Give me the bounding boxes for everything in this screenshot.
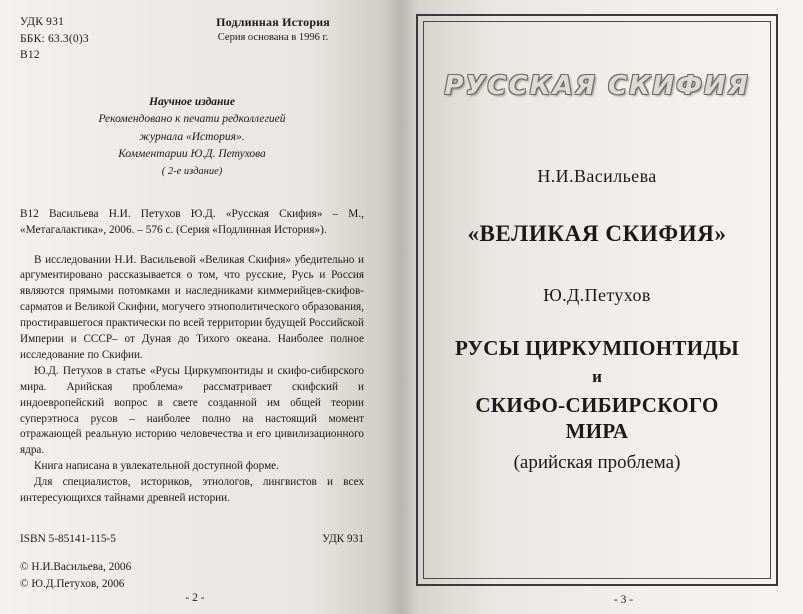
shelf-code: В12 <box>20 49 40 62</box>
series-title: Подлинная История <box>216 15 330 29</box>
bbk-code: ББК: 63.3(0)3 <box>20 32 89 45</box>
scientific-edition-line2: Рекомендовано к печати редколлегией <box>98 113 286 126</box>
book-title: «ВЕЛИКАЯ СКИФИЯ» <box>467 221 727 246</box>
udk-value: УДК 931 <box>322 533 364 546</box>
annotation-paragraph: В исследовании Н.И. Васильевой «Великая Скифия» убедительно и аргументировано рассказывается о том, что русские, Русь и Россия являются прямыми потомками и наследниками киммерийцев-скифов-сарматов и Великой Скифии, могучего этнополитического образования, простиравшегося практически по всей территории будущей Российской Империи и СССР– от Дуная до Тихого океана. Наиболее полное исследование по Скифии. <box>20 253 364 361</box>
copyright-block <box>20 559 364 593</box>
author-petukhov: Ю.Д.Петухов <box>543 285 651 305</box>
series-info <box>216 15 330 43</box>
annotation-text <box>20 253 364 508</box>
left-page-header <box>20 14 364 64</box>
scientific-edition-line4: Комментарии Ю.Д. Петухова <box>118 147 266 160</box>
annotation-paragraph: Ю.Д. Петухов в статье «Русы Циркумпонтиды и скифо-сибирского мира. Арийская проблема» рассматривает скифский и индоевропейский вопрос в свете созданной им общей теории суперэтноса русов – наиболее полно на настоящий момент отражающей реальную историю человечества и его цивилизационного ядра. <box>20 364 364 457</box>
work-subtitle: (арийская проблема) <box>513 452 681 474</box>
copyright-line: © Н.И.Васильева, 2006 <box>20 561 132 574</box>
bibliographic-record: В12 Васильева Н.И. Петухов Ю.Д. «Русская Скифия» – М., «Метагалактика», 2006. – 576 с. (Серия «Подлинная История»). <box>20 207 364 237</box>
library-codes <box>20 14 89 64</box>
title-frame <box>416 14 778 586</box>
isbn-row <box>20 533 364 545</box>
annotation-paragraph: Книга написана в увлекательной доступной форме. <box>34 460 279 473</box>
annotation-paragraph: Для специалистов, историков, этнологов, лингвистов и всех интересующихся тайнами древней истории. <box>20 476 364 505</box>
work-title-line1: РУСЫ ЦИРКУМПОНТИДЫ <box>454 336 740 360</box>
author-vasilyeva: Н.И.Васильева <box>537 166 657 186</box>
page-number-right: - 3 - <box>613 594 634 606</box>
series-banner-text: РУССКАЯ СКИФИЯ <box>444 71 750 101</box>
series-banner <box>418 71 776 101</box>
page-number-left: - 2 - <box>185 592 205 604</box>
scientific-edition-line1: Научное издание <box>149 96 235 109</box>
work-title-conjunction: и <box>592 367 602 386</box>
left-page <box>0 0 390 614</box>
scientific-edition-line5: ( 2-е издание) <box>161 166 223 178</box>
work-title-line2: СКИФО-СИБИРСКОГО МИРА <box>475 393 719 443</box>
scientific-edition-line3: журнала «История». <box>139 130 245 143</box>
isbn-value: ISBN 5-85141-115-5 <box>20 533 116 546</box>
right-page <box>392 0 803 614</box>
series-founded: Серия основана в 1996 г. <box>217 32 329 43</box>
title-page-content <box>452 166 742 474</box>
copyright-line: © Ю.Д.Петухов, 2006 <box>20 577 125 590</box>
udk-code: УДК 931 <box>20 16 65 28</box>
scientific-edition-block <box>20 94 364 180</box>
